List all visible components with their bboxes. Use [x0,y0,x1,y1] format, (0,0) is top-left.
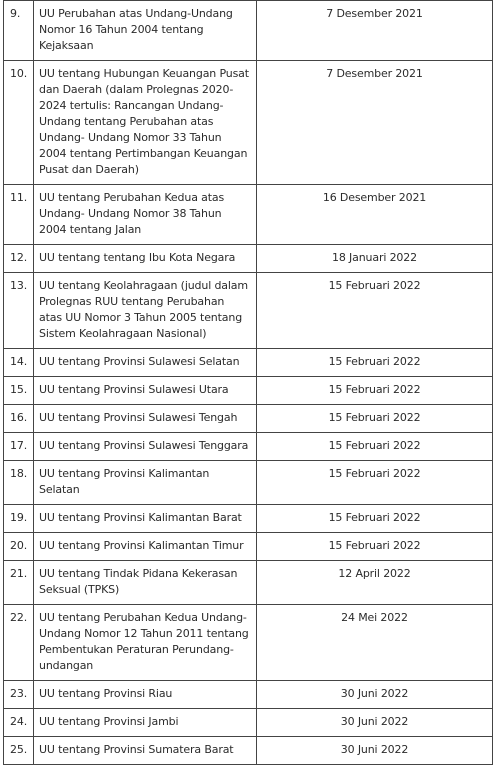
table-row [4,245,493,273]
table-row [4,273,493,349]
legislation-table-body [4,1,493,765]
row-number: 25. [4,737,34,765]
enactment-date: 15 Februari 2022 [257,377,493,405]
enactment-date: 30 Juni 2022 [257,737,493,765]
table-row [4,377,493,405]
table-row [4,533,493,561]
table-row [4,505,493,533]
row-number: 13. [4,273,34,349]
table-row [4,561,493,605]
law-title: UU tentang Provinsi Kalimantan Selatan [34,461,257,505]
law-title: UU tentang Provinsi Sulawesi Tengah [34,405,257,433]
law-title: UU tentang Provinsi Sumatera Barat [34,737,257,765]
enactment-date: 30 Juni 2022 [257,681,493,709]
row-number: 19. [4,505,34,533]
enactment-date: 15 Februari 2022 [257,405,493,433]
row-number: 16. [4,405,34,433]
legislation-table [3,0,493,765]
law-title: UU tentang Provinsi Riau [34,681,257,709]
enactment-date: 30 Juni 2022 [257,709,493,737]
row-number: 23. [4,681,34,709]
table-row [4,1,493,61]
law-title: UU tentang Provinsi Kalimantan Timur [34,533,257,561]
table-row [4,61,493,185]
row-number: 12. [4,245,34,273]
table-row [4,405,493,433]
enactment-date: 12 April 2022 [257,561,493,605]
law-title: UU tentang Provinsi Sulawesi Selatan [34,349,257,377]
enactment-date: 15 Februari 2022 [257,273,493,349]
law-title: UU tentang Perubahan Kedua atas Undang- Undang Nomor 38 Tahun 2004 tentang Jalan [34,185,257,245]
row-number: 18. [4,461,34,505]
table-row [4,737,493,765]
row-number: 15. [4,377,34,405]
enactment-date: 15 Februari 2022 [257,505,493,533]
table-row [4,433,493,461]
row-number: 17. [4,433,34,461]
law-title: UU tentang Provinsi Sulawesi Tenggara [34,433,257,461]
table-row [4,709,493,737]
enactment-date: 15 Februari 2022 [257,533,493,561]
law-title: UU tentang Hubungan Keuangan Pusat dan Daerah (dalam Prolegnas 2020-2024 tertulis: Rancangan Undang-Undang tentang Perubahan atas Undang- Undang Nomor 33 Tahun 2004 tentang Pertimbangan Keuangan Pusat dan Daerah) [34,61,257,185]
law-title: UU tentang Keolahragaan (judul dalam Prolegnas RUU tentang Perubahan atas UU Nomor 3 Tahun 2005 tentang Sistem Keolahragaan Nasional) [34,273,257,349]
row-number: 22. [4,605,34,681]
row-number: 24. [4,709,34,737]
row-number: 20. [4,533,34,561]
row-number: 14. [4,349,34,377]
enactment-date: 18 Januari 2022 [257,245,493,273]
row-number: 11. [4,185,34,245]
enactment-date: 15 Februari 2022 [257,461,493,505]
table-row [4,349,493,377]
law-title: UU Perubahan atas Undang-Undang Nomor 16 Tahun 2004 tentang Kejaksaan [34,1,257,61]
enactment-date: 15 Februari 2022 [257,433,493,461]
table-row [4,461,493,505]
law-title: UU tentang tentang Ibu Kota Negara [34,245,257,273]
law-title: UU tentang Perubahan Kedua Undang-Undang Nomor 12 Tahun 2011 tentang Pembentukan Peraturan Perundang-undangan [34,605,257,681]
table-row [4,681,493,709]
law-title: UU tentang Tindak Pidana Kekerasan Seksual (TPKS) [34,561,257,605]
law-title: UU tentang Provinsi Jambi [34,709,257,737]
enactment-date: 7 Desember 2021 [257,1,493,61]
law-title: UU tentang Provinsi Sulawesi Utara [34,377,257,405]
table-row [4,605,493,681]
row-number: 9. [4,1,34,61]
law-title: UU tentang Provinsi Kalimantan Barat [34,505,257,533]
row-number: 10. [4,61,34,185]
enactment-date: 24 Mei 2022 [257,605,493,681]
enactment-date: 15 Februari 2022 [257,349,493,377]
row-number: 21. [4,561,34,605]
enactment-date: 7 Desember 2021 [257,61,493,185]
table-row [4,185,493,245]
enactment-date: 16 Desember 2021 [257,185,493,245]
